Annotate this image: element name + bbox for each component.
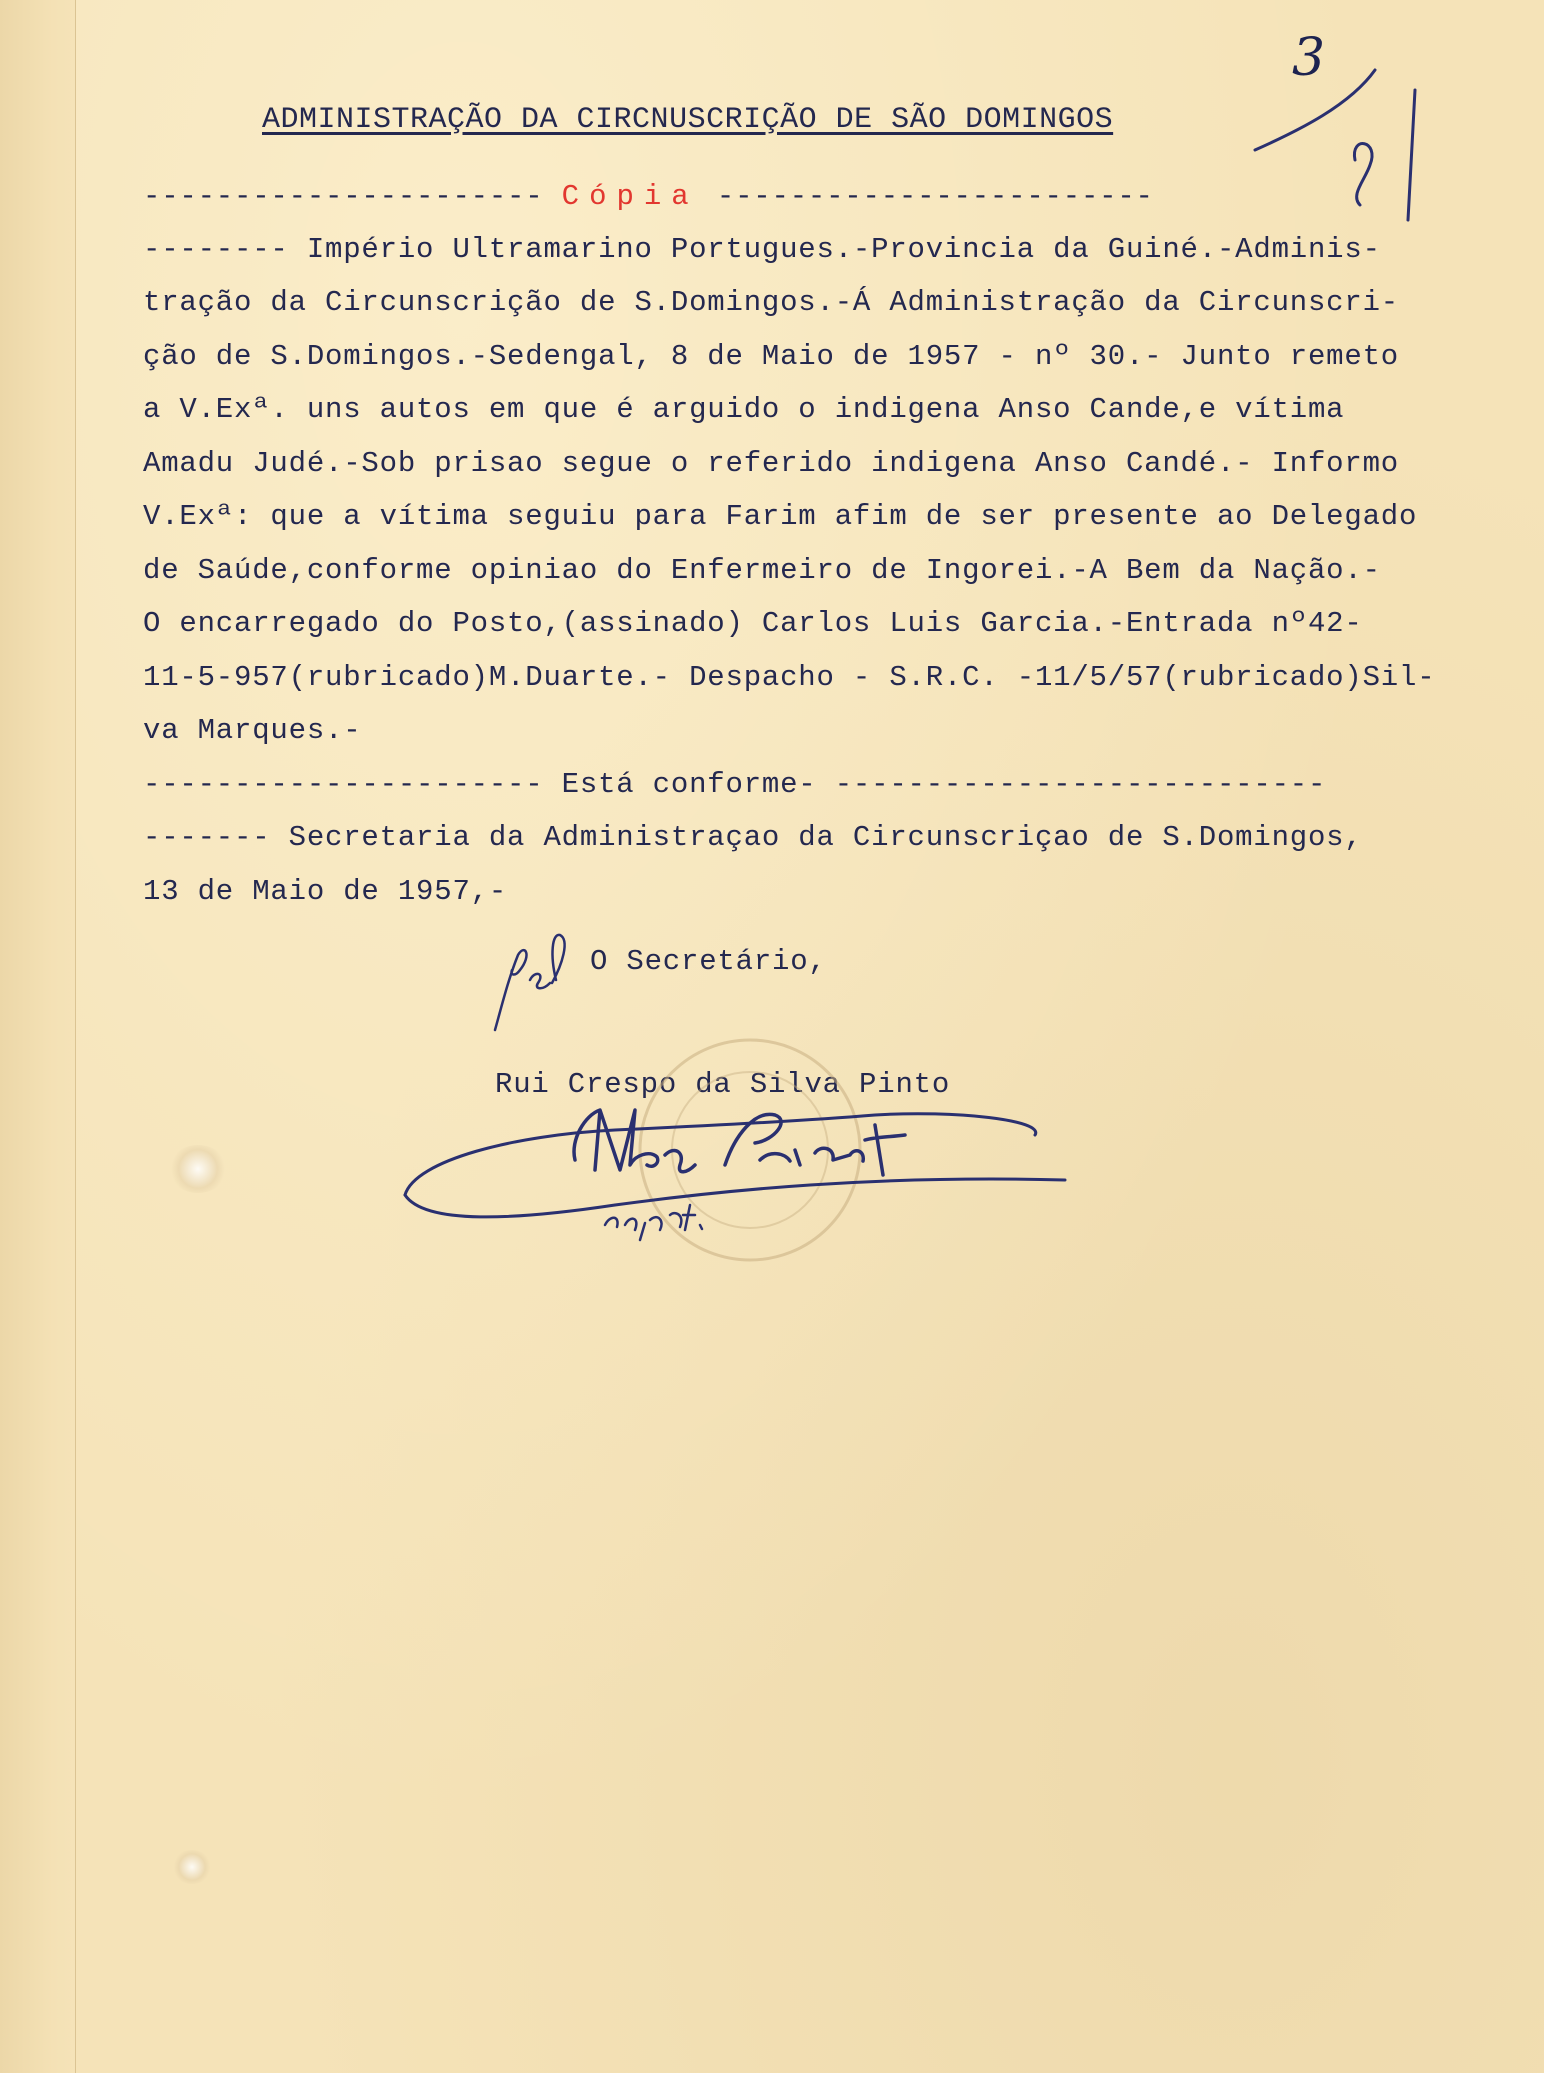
body-line: de Saúde,conforme opiniao do Enfermeiro de Ingorei.-A Bem da Nação.- bbox=[143, 554, 1381, 587]
document-header: ADMINISTRAÇÃO DA CIRCNUSCRIÇÃO DE SÃO DOMINGOS bbox=[262, 103, 1114, 137]
copy-line bbox=[143, 180, 1154, 213]
folio-number: 3 bbox=[1292, 28, 1326, 88]
body-line: -------- Império Ultramarino Portugues.-Provincia da Guiné.-Adminis- bbox=[143, 233, 1381, 266]
body-line: 11-5-957(rubricado)M.Duarte.- Despacho - S.R.C. -11/5/57(rubricado)Sil- bbox=[143, 661, 1436, 694]
secretary-name: Rui Crespo da Silva Pinto bbox=[495, 1068, 951, 1101]
paper-left-fold bbox=[0, 0, 76, 2073]
body-line: va Marques.- bbox=[143, 714, 362, 747]
folio-handwritten-mark bbox=[1240, 60, 1440, 230]
closing-line: ------- Secretaria da Administraçao da Circunscriçao de S.Domingos, bbox=[143, 821, 1363, 854]
copy-label: Cópia bbox=[561, 180, 699, 213]
body-line: tração da Circunscrição de S.Domingos.-Á Administração da Circunscri- bbox=[143, 286, 1399, 319]
body-line: ção de S.Domingos.-Sedengal, 8 de Maio de 1957 - nº 30.- Junto remeto bbox=[143, 340, 1399, 373]
copy-line-suffix: ------------------------ bbox=[698, 180, 1154, 213]
secretary-title: O Secretário, bbox=[590, 945, 827, 978]
closing-date-line: 13 de Maio de 1957,- bbox=[143, 875, 508, 908]
handwritten-signature bbox=[395, 1065, 1095, 1265]
handwritten-pel bbox=[490, 925, 600, 1035]
body-line: V.Exª: que a vítima seguiu para Farim afim de ser presente ao Delegado bbox=[143, 500, 1418, 533]
conforme-line: ---------------------- Está conforme- --------------------------- bbox=[143, 768, 1327, 801]
paper-stain bbox=[172, 1850, 212, 1884]
copy-line-prefix: ---------------------- bbox=[143, 180, 562, 213]
body-line: a V.Exª. uns autos em que é arguido o indigena Anso Cande,e vítima bbox=[143, 393, 1345, 426]
paper-stain bbox=[168, 1145, 228, 1193]
body-line: O encarregado do Posto,(assinado) Carlos Luis Garcia.-Entrada nº42- bbox=[143, 607, 1363, 640]
body-line: Amadu Judé.-Sob prisao segue o referido indigena Anso Candé.- Informo bbox=[143, 447, 1399, 480]
